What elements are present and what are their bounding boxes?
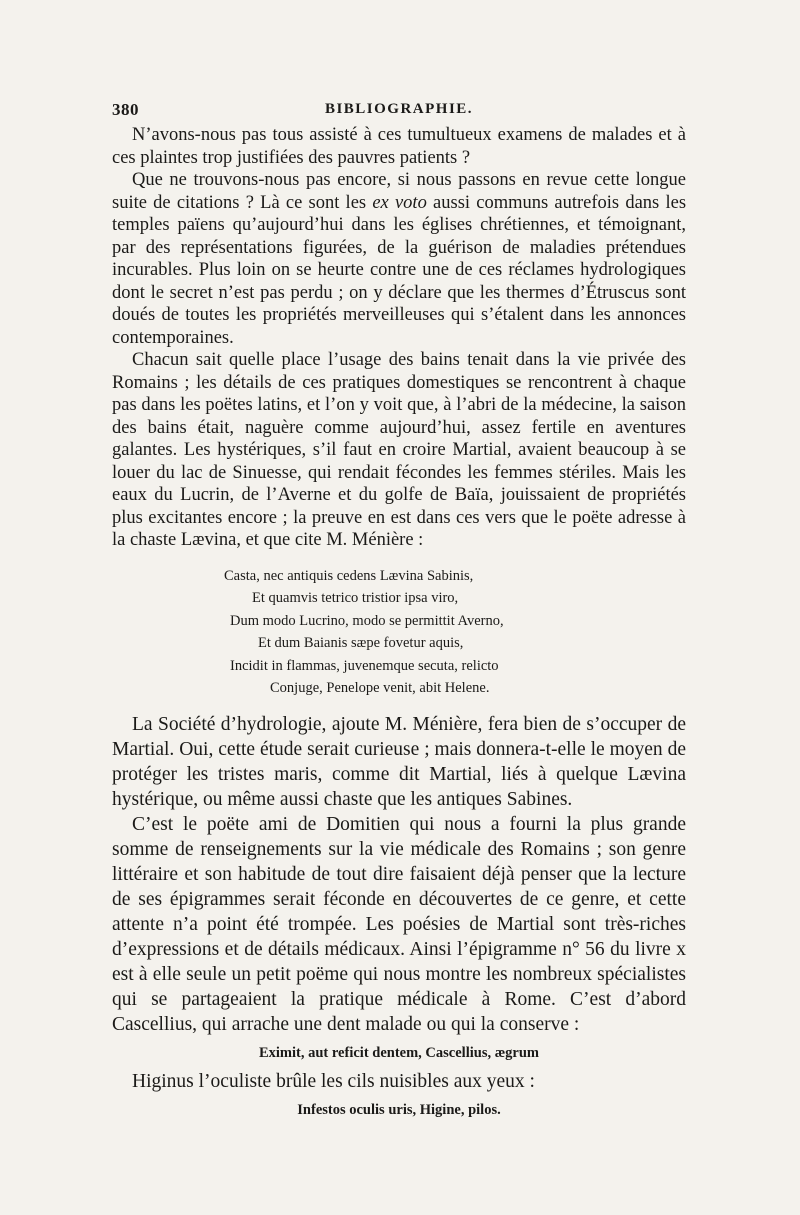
verse-line: Et quamvis tetrico tristior ipsa viro, <box>252 590 459 606</box>
running-title: BIBLIOGRAPHIE. <box>324 101 474 117</box>
paragraph-5: C’est le poëte ami de Domitien qui nous a fourni la plus grande somme de renseignements sur la vie médicale des Romains ; son genre littéraire et son habitude de tout dire faisaient déjà penser que la lecture de ses épigrammes serait féconde en découvertes de ce genre, et cette attente n’a point été trompée. Les poésies de Martial sont très-riches d’expressions et de détails médicaux. Ainsi l’épigramme n° 56 du livre x est à elle seule un petit poëme qui nous montre les nombreux spécialistes qui se partageaient la pratique médicale à Rome. C’est d’abord Cascellius, qui arrache une dent malade ou qui la conserve : <box>112 813 686 1035</box>
quotation-higinus: Infestos oculis uris, Higine, pilos. <box>297 1101 501 1118</box>
paragraph-6: Higinus l’oculiste brûle les cils nuisibles aux yeux : <box>132 1070 535 1092</box>
verse-line: Dum modo Lucrino, modo se permittit Averno, <box>230 612 504 629</box>
verse-line: Incidit in flammas, juvenemque secuta, relicto <box>230 657 499 674</box>
paragraph-4: La Société d’hydrologie, ajoute M. Ménière, fera bien de s’occuper de Martial. Oui, cette étude serait curieuse ; mais donnera-t-elle le moyen de protéger les tristes maris, comme dit Martial, liés à quelque Lævina hystérique, ou même aussi chaste que les antiques Sabines. <box>112 713 686 810</box>
verse-line: Et dum Baianis sæpe fovetur aquis, <box>258 635 464 651</box>
paragraph-1: N’avons-nous pas tous assisté à ces tumultueux examens de malades et à ces plaintes trop justifiées des pauvres patients ? <box>112 125 686 168</box>
page-number: 380 <box>112 100 139 119</box>
verse-quotation <box>224 565 686 700</box>
quotation-cascellius: Eximit, aut reficit dentem, Cascellius, ægrum <box>258 1044 540 1061</box>
page-header <box>112 100 686 122</box>
paragraph-2-start: Que ne trouvons-nous pas encore, si nous passons en revue cette longue suite de citations ? Là ce sont les <box>112 170 686 213</box>
paragraph-2-end: aussi communs autrefois dans les temples païens qu’aujourd’hui dans les églises chrétiennes, et témoignant, par des représentations figurées, de la guérison de maladies prétendues incurables. Plus loin on se heurte contre une de ces réclames hydrologiques dont le secret n’est pas perdu ; on y déclare que les thermes d’Étruscus sont doués de toutes les propriétés merveilleuses qui s’étalent dans les annonces contemporaines. <box>112 192 687 348</box>
ex-voto-italic: ex voto <box>372 192 427 213</box>
paragraph-2 <box>112 169 686 349</box>
paragraph-3: Chacun sait quelle place l’usage des bains tenait dans la vie privée des Romains ; les détails de ces pratiques domestiques se rencontrent à chaque pas dans les poëtes latins, et l’on y voit que, à l’abri de la médecine, la saison des bains était, naguère comme aujourd’hui, assez fertile en aventures galantes. Les hystériques, s’il faut en croire Martial, avaient beaucoup à se louer du lac de Sinuesse, qui rendait fécondes les femmes stériles. Mais les eaux du Lucrin, de l’Averne et du golfe de Baïa, jouissaient de propriétés plus excitantes encore ; la preuve en est dans ces vers que le poëte adresse à la chaste Lævina, et que cite M. Ménière : <box>112 350 686 550</box>
verse-line: Conjuge, Penelope venit, abit Helene. <box>270 680 490 696</box>
body-text <box>112 124 686 1126</box>
verse-line: Casta, nec antiquis cedens Lævina Sabinis, <box>224 567 474 584</box>
